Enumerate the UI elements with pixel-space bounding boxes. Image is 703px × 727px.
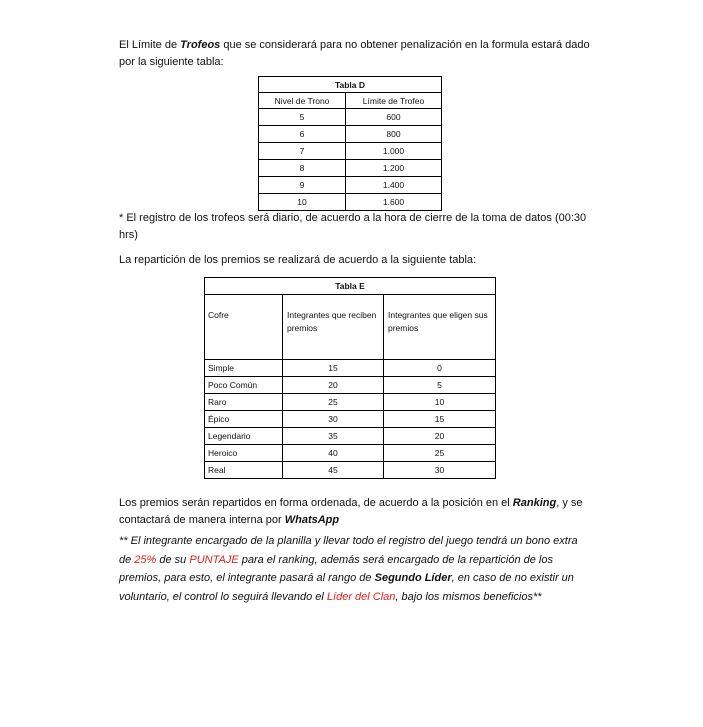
table-row	[205, 360, 496, 377]
table-cell: 5	[384, 377, 496, 394]
table-row	[259, 194, 442, 211]
member-note-text-4: , en caso de no existir un voluntario, el control lo seguirá llevando el	[119, 572, 574, 603]
table-row	[205, 377, 496, 394]
table-cell: Poco Común	[205, 377, 283, 394]
table-cell: 1.600	[346, 194, 442, 211]
table-cell: 20	[283, 377, 384, 394]
table-row	[259, 177, 442, 194]
prizes-text-before: Los premios serán repartidos en forma ordenada, de acuerdo a la posición en el	[119, 497, 513, 509]
member-note-text-2: de su	[156, 553, 190, 566]
table-row	[205, 411, 496, 428]
table-cell: 30	[283, 411, 384, 428]
table-cell: 7	[259, 143, 346, 160]
table-d-header-nivel: Nivel de Trono	[259, 93, 346, 109]
table-cell: 6	[259, 126, 346, 143]
prizes-intro: La repartición de los premios se realizará de acuerdo a la siguiente tabla:	[119, 254, 477, 266]
table-row	[259, 109, 442, 126]
table-cell: 20	[384, 428, 496, 445]
member-note-text-1: ** El integrante encargado de la planilla y llevar todo el registro del juego tendrá un bono extra de	[119, 535, 578, 566]
table-cell: Épico	[205, 411, 283, 428]
table-cell: 5	[259, 109, 346, 126]
table-e	[204, 277, 496, 479]
table-cell: 15	[283, 360, 384, 377]
table-row	[205, 445, 496, 462]
table-cell: Heroico	[205, 445, 283, 462]
table-row	[205, 462, 496, 479]
table-row	[205, 394, 496, 411]
table-cell: 9	[259, 177, 346, 194]
segundo-lider-emphasis: Segundo Líder	[374, 572, 452, 584]
table-cell: Real	[205, 462, 283, 479]
intro-text-before: El Límite de	[119, 39, 181, 51]
table-e-header-reciben: Integrantes que reciben premios	[283, 295, 384, 360]
trofeos-emphasis: Trofeos	[180, 39, 221, 51]
table-cell: 8	[259, 160, 346, 177]
table-cell: 45	[283, 462, 384, 479]
intro-paragraph	[119, 37, 599, 71]
table-cell: 25	[384, 445, 496, 462]
table-cell: 1.400	[346, 177, 442, 194]
table-cell: Raro	[205, 394, 283, 411]
bonus-percent: 25%	[134, 553, 157, 566]
prizes-distribution-paragraph	[119, 495, 589, 529]
table-cell: 0	[384, 360, 496, 377]
member-note-paragraph	[119, 532, 579, 606]
trophies-note: * El registro de los trofeos será diario, de acuerdo a la hora de cierre de la toma de datos (00:30 hrs)	[119, 212, 587, 241]
table-e-header-cofre: Cofre	[205, 295, 283, 360]
ranking-emphasis: Ranking	[512, 497, 557, 509]
table-cell: Legendario	[205, 428, 283, 445]
table-cell: 35	[283, 428, 384, 445]
table-cell: 600	[346, 109, 442, 126]
member-note-text-5: , bajo los mismos beneficios**	[395, 590, 542, 603]
table-cell: 1.000	[346, 143, 442, 160]
table-row	[259, 160, 442, 177]
table-cell: 10	[384, 394, 496, 411]
table-e-header-eligen: Integrantes que eligen sus premios	[384, 295, 496, 360]
table-d-header-limite: Límite de Trofeo	[346, 93, 442, 109]
puntaje-emphasis: PUNTAJE	[189, 553, 239, 566]
member-note-text-3: para el ranking, además será encargado de la repartición de los premios, para esto, el integrante pasará al rango de	[119, 553, 553, 584]
table-cell: 25	[283, 394, 384, 411]
table-row	[259, 126, 442, 143]
table-cell: 15	[384, 411, 496, 428]
table-row	[205, 428, 496, 445]
table-d	[258, 76, 442, 211]
lider-clan-emphasis: Líder del Clan	[326, 590, 396, 603]
table-cell: 800	[346, 126, 442, 143]
intro-text-after: que se considerará para no obtener penalización en la formula estará dado por la siguiente tabla:	[119, 39, 590, 68]
table-cell: Simple	[205, 360, 283, 377]
table-e-title: Tabla E	[205, 278, 496, 295]
table-cell: 10	[259, 194, 346, 211]
table-d-title: Tabla D	[259, 77, 442, 93]
prizes-text-middle: , y se contactará de manera interna por	[119, 497, 583, 526]
table-cell: 1.200	[346, 160, 442, 177]
table-cell: 40	[283, 445, 384, 462]
whatsapp-emphasis: WhatsApp	[284, 514, 340, 526]
table-row	[259, 143, 442, 160]
table-cell: 30	[384, 462, 496, 479]
